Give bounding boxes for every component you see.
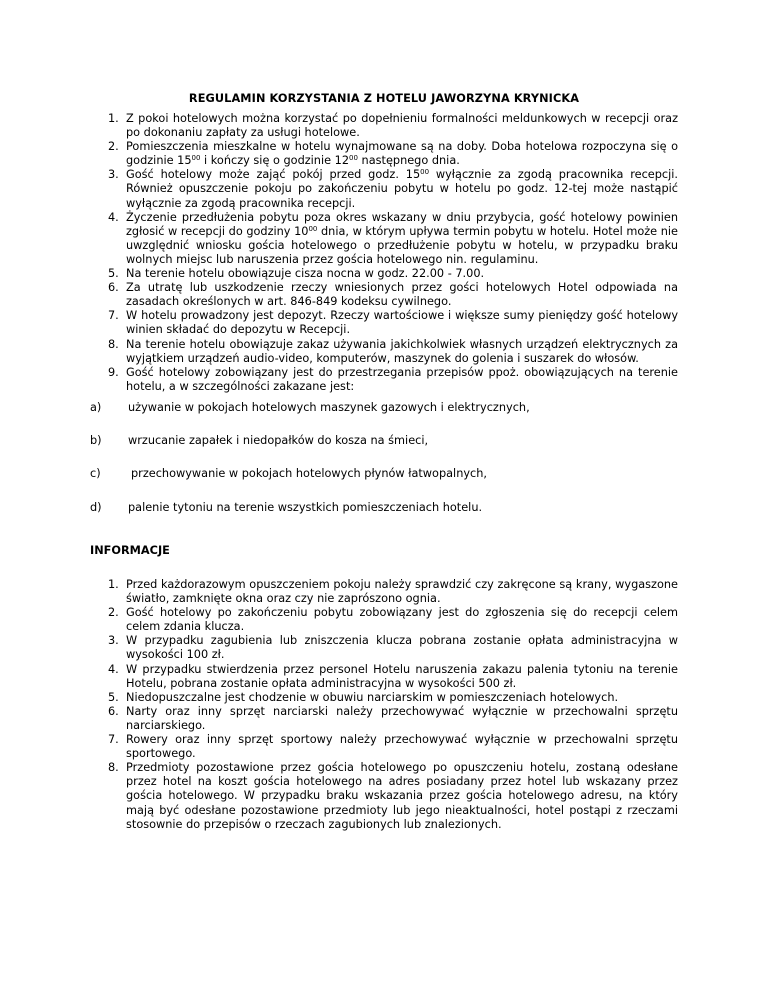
rule-item <box>90 366 678 394</box>
rule-number: 4. <box>108 210 119 224</box>
rule-text: dnia, w którym upływa termin pobytu w hotelu. Hotel może nie uwzględnić wniosku gościa hotelowego o przedłużenie pobytu w hotelu, w przypadku braku wolnych miejsc lub naruszenia przez gościa hotelowego nin. regulaminu. <box>126 224 678 266</box>
info-number: 2. <box>108 606 119 620</box>
info-item <box>90 578 678 606</box>
prohibition-letter: b) <box>90 434 102 447</box>
rules-list <box>90 112 678 394</box>
info-number: 1. <box>108 578 119 591</box>
rule-text: Za utratę lub uszkodzenie rzeczy wniesionych przez gości hotelowych Hotel odpowiada na zasadach określonych w art. 846-849 kodeksu cywilnego. <box>126 281 678 309</box>
info-item <box>90 761 678 831</box>
rule-text: i kończy się o godzinie 12 <box>200 154 350 168</box>
info-number: 7. <box>108 733 119 747</box>
document-title: REGULAMIN KORZYSTANIA Z HOTELU JAWORZYNA KRYNICKA <box>188 92 580 105</box>
info-item <box>90 691 678 705</box>
info-text: W przypadku zagubienia lub zniszczenia klucza pobrana zostanie opłata administracyjna w wysokości 100 zł. <box>126 634 678 662</box>
info-text: Narty oraz inny sprzęt narciarski należy przechowywać wyłącznie w przechowalni sprzętu narciarskiego. <box>126 704 678 732</box>
rule-item <box>90 267 678 281</box>
prohibition-letter: a) <box>90 401 102 414</box>
rule-item <box>90 211 678 267</box>
rule-text: Gość hotelowy zobowiązany jest do przestrzegania przepisów ppoż. obowiązujących na terenie hotelu, a w szczególności zakazane jest: <box>126 365 678 393</box>
rule-text: Pomieszczenia mieszkalne w hotelu wynajmowane są na doby. Doba hotelowa rozpoczyna się o godzinie 15 <box>126 140 678 168</box>
rule-item <box>90 168 678 210</box>
rule-item <box>90 112 678 140</box>
prohibition-text: palenie tytoniu na terenie wszystkich pomieszczeniach hotelu. <box>128 501 483 514</box>
rule-text: Na terenie hotelu obowiązuje cisza nocna w godz. 22.00 - 7.00. <box>126 267 485 281</box>
info-text: Niedopuszczalne jest chodzenie w obuwiu narciarskim w pomieszczeniach hotelowych. <box>126 690 619 704</box>
prohibition-text: przechowywanie w pokojach hotelowych płynów łatwopalnych, <box>131 467 488 480</box>
rule-number: 9. <box>108 365 119 379</box>
superscript: 00 <box>420 168 430 177</box>
rule-text: Życzenie przedłużenia pobytu poza okres wskazany w dniu przybycia, gość hotelowy powinien zgłosić w recepcji do godziny 10 <box>126 210 678 238</box>
info-number: 4. <box>108 662 119 676</box>
rule-number: 7. <box>108 309 119 323</box>
info-list <box>90 578 678 832</box>
info-text: W przypadku stwierdzenia przez personel Hotelu naruszenia zakazu palenia tytoniu na terenie Hotelu, pobrana zostanie opłata administracyjna w wysokości 500 zł. <box>126 662 678 690</box>
rule-number: 8. <box>108 337 119 351</box>
info-text: Przed każdorazowym opuszczeniem pokoju należy sprawdzić czy zakręcone są krany, wygaszone światło, zamknięte okna oraz czy nie zaprószono ognia. <box>126 578 678 606</box>
rule-text: następnego dnia. <box>357 154 460 168</box>
info-item <box>90 663 678 691</box>
info-number: 3. <box>108 634 119 648</box>
superscript: 00 <box>308 224 318 233</box>
rule-number: 2. <box>108 140 119 154</box>
rule-number: 6. <box>108 281 119 295</box>
info-item <box>90 606 678 634</box>
rule-number: 5. <box>108 267 119 281</box>
info-item <box>90 634 678 662</box>
rule-text: Na terenie hotelu obowiązuje zakaz używania jakichkolwiek własnych urządzeń elektrycznych za wyjątkiem urządzeń audio-video, komputerów, maszynek do golenia i suszarek do włosów. <box>126 337 678 365</box>
prohibition-letter: d) <box>90 501 102 514</box>
rule-item <box>90 309 678 337</box>
rule-text: Z pokoi hotelowych można korzystać po dopełnieniu formalności meldunkowych w recepcji oraz po dokonaniu zapłaty za usługi hotelowe. <box>126 112 678 140</box>
prohibition-text: używanie w pokojach hotelowych maszynek gazowych i elektrycznych, <box>128 401 530 414</box>
prohibition-letter: c) <box>90 467 101 480</box>
rule-text: Gość hotelowy może zająć pokój przed godz. 15 <box>126 168 421 182</box>
superscript: 00 <box>191 154 201 163</box>
rule-item <box>90 140 678 168</box>
info-number: 6. <box>108 704 119 718</box>
info-item <box>90 733 678 761</box>
info-text: Przedmioty pozostawione przez gościa hotelowego po opuszczeniu hotelu, zostaną odesłane przez hotel na koszt gościa hotelowego na adres posiadany przez hotel lub wskazany przez gościa hotelowego. W przypadku braku wskazania przez gościa hotelowego adresu, na który mają być odesłane pozostawione przedmioty lub jego nieaktualności, hotel postąpi z rzeczami stosownie do przepisów o rzeczach zagubionych lub znalezionych. <box>126 761 678 831</box>
rule-item <box>90 281 678 309</box>
rule-text: W hotelu prowadzony jest depozyt. Rzeczy wartościowe i większe sumy pieniędzy gość hotelowy winien składać do depozytu w Recepcji. <box>126 309 678 337</box>
info-text: Gość hotelowy po zakończeniu pobytu zobowiązany jest do zgłoszenia się do recepcji celem celem zdania klucza. <box>126 606 678 634</box>
info-item <box>90 705 678 733</box>
rule-number: 1. <box>108 112 119 125</box>
rule-text: wyłącznie za zgodą pracownika recepcji. Również opuszczenie pokoju po zakończeniu pobytu w hotelu po godz. 12-tej może nastąpić wyłącznie za zgodą pracownika recepcji. <box>126 168 678 210</box>
info-text: Rowery oraz inny sprzęt sportowy należy przechowywać wyłącznie w przechowalni sprzętu sportowego. <box>126 733 678 761</box>
info-heading: INFORMACJE <box>90 544 170 557</box>
rule-number: 3. <box>108 168 119 182</box>
rule-item <box>90 338 678 366</box>
info-number: 5. <box>108 690 119 704</box>
superscript: 00 <box>349 154 358 163</box>
info-number: 8. <box>108 761 119 775</box>
prohibition-text: wrzucanie zapałek i niedopałków do kosza na śmieci, <box>128 434 429 447</box>
